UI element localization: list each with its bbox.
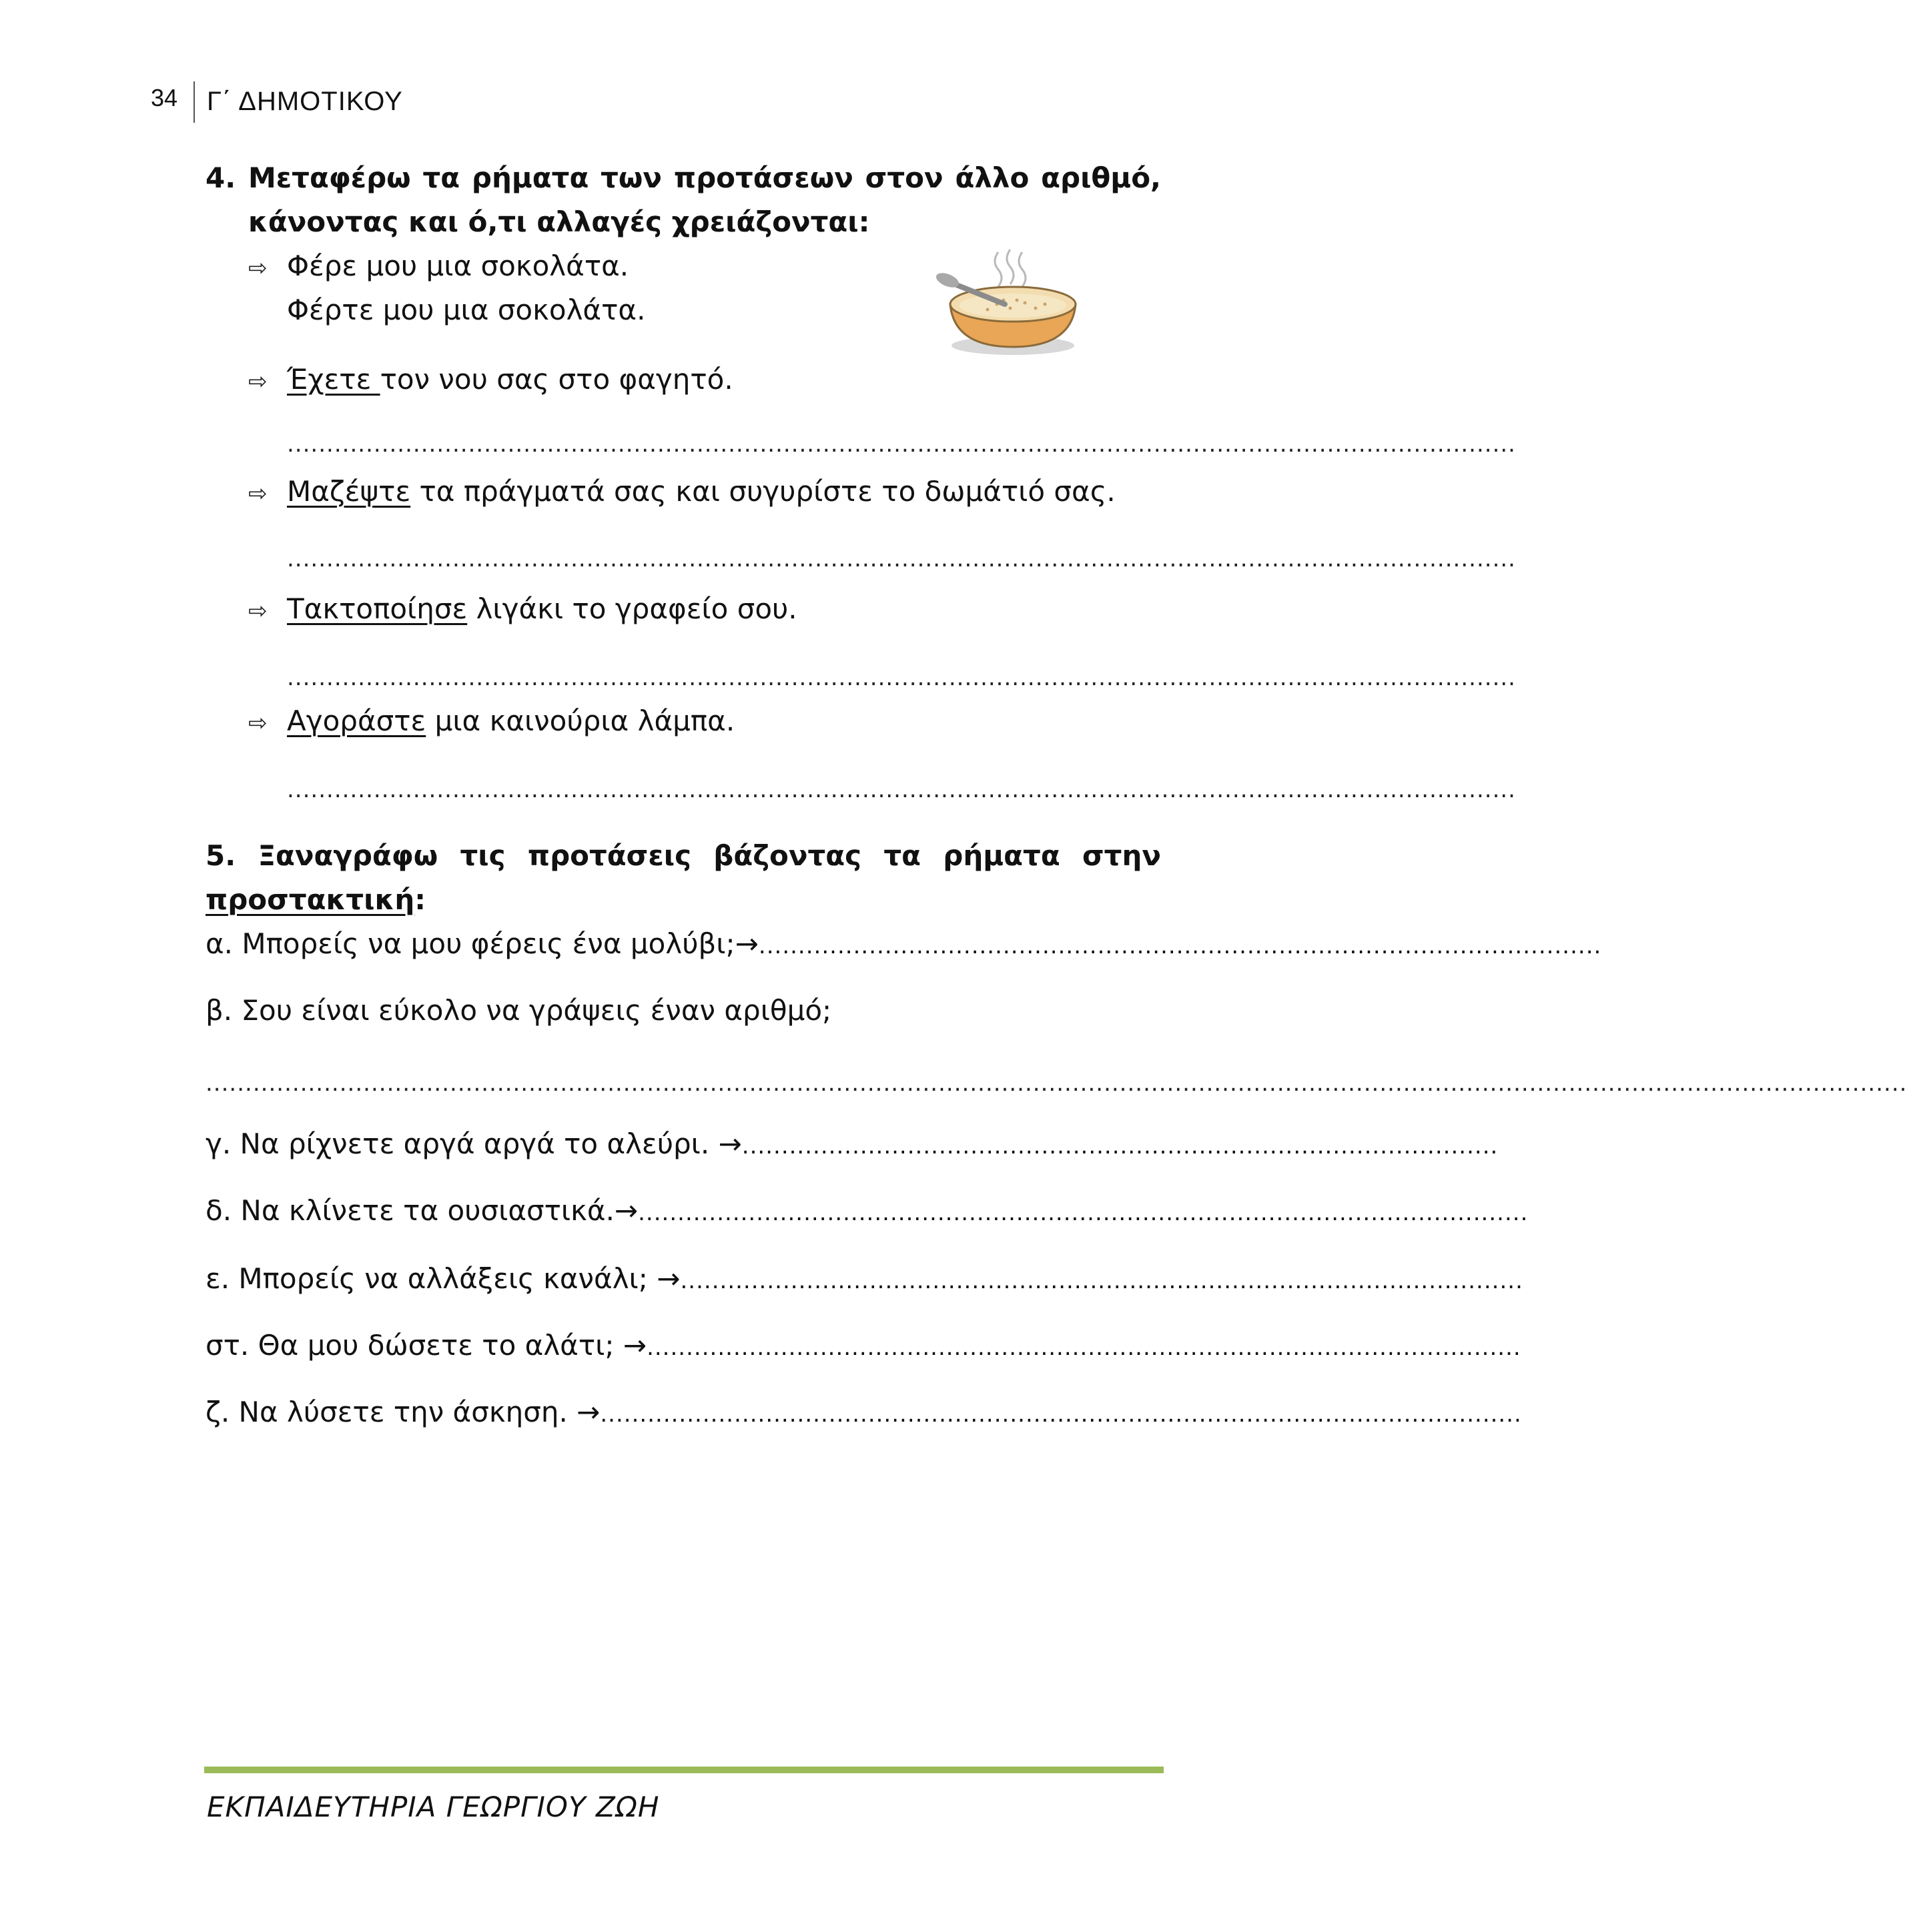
arrow-right-icon: → — [614, 1194, 639, 1227]
arrow-right-icon: → — [577, 1396, 601, 1428]
exercise-4-item-2 — [287, 475, 1116, 508]
item-rest: λιγάκι το γραφείο σου. — [467, 592, 797, 625]
arrow-right-icon: ⇨ — [248, 598, 268, 624]
exercise-4-instruction-line-2: κάνοντας και ό,τι αλλαγές χρειάζονται: — [248, 205, 870, 238]
answer-line[interactable]: ........................................................................................................... — [680, 1268, 1523, 1294]
footer-rule — [204, 1767, 1164, 1773]
arrow-right-icon: → — [657, 1262, 681, 1295]
header-title: Γ΄ ΔΗΜΟΤΙΚΟΥ — [207, 87, 403, 116]
item-verb: Μαζέψτε — [287, 475, 411, 508]
question-label: δ. Να κλίνετε τα ουσιαστικά. — [206, 1194, 615, 1227]
arrow-right-icon: ⇨ — [248, 255, 268, 282]
item-rest: τον νου σας στο φαγητό. — [380, 363, 733, 396]
question-label: ε. Μπορείς να αλλάξεις κανάλι; — [206, 1262, 657, 1295]
exercise-4-item-3 — [287, 592, 797, 625]
arrow-right-icon: ⇨ — [248, 710, 268, 737]
item-verb: Τακτοποίησε — [287, 592, 468, 625]
answer-line[interactable]: ................................................................................................ — [741, 1133, 1499, 1159]
answer-line[interactable]: ........................................................................................................................................................................................................................ — [206, 1070, 1907, 1097]
question-d — [206, 1194, 1529, 1227]
answer-line[interactable]: ............................................................................................................... — [647, 1334, 1521, 1361]
question-b — [206, 994, 831, 1027]
question-label: στ. Θα μου δώσετε το αλάτι; — [206, 1329, 623, 1362]
exercise-4-item-1 — [287, 363, 733, 396]
answer-line[interactable]: ................................................................................................................. — [638, 1199, 1529, 1226]
item-verb: Αγοράστε — [287, 704, 426, 737]
exercise-4-number: 4. — [206, 161, 236, 194]
answer-line[interactable]: ............................................................................................................................................................ — [287, 431, 1516, 458]
exercise-4-item-4 — [287, 704, 735, 737]
question-c — [206, 1127, 1499, 1160]
question-label: α. Μπορείς να μου φέρεις ένα μολύβι; — [206, 927, 735, 960]
item-rest: τα πράγματά σας και συγυρίστε το δωμάτιό σας. — [410, 475, 1116, 508]
soup-bowl-icon — [931, 247, 1092, 360]
footer-text: ΕΚΠΑΙΔΕΥΤΗΡΙΑ ΓΕΩΡΓΙΟΥ ΖΩΗ — [207, 1791, 660, 1823]
exercise-4-instruction-line-1: Μεταφέρω τα ρήματα των προτάσεων στον άλλο αριθμό, — [248, 161, 1161, 194]
answer-line[interactable]: ............................................................................................................................................................ — [287, 664, 1516, 691]
arrow-right-icon: → — [735, 927, 759, 960]
arrow-right-icon: ⇨ — [248, 368, 268, 395]
question-label: γ. Να ρίχνετε αργά αργά το αλεύρι. — [206, 1127, 719, 1160]
colon: : — [414, 883, 426, 916]
answer-line[interactable]: ........................................................................................................... — [758, 933, 1602, 959]
answer-line[interactable]: ............................................................................................................................................................ — [287, 777, 1516, 803]
exercise-5-instruction-line-1: 5. Ξαναγράφω τις προτάσεις βάζοντας τα ρήματα στην — [206, 839, 1161, 872]
question-st — [206, 1329, 1521, 1362]
underlined-word: προστακτική — [206, 883, 415, 916]
example-sentence: Φέρε μου μια σοκολάτα. — [287, 250, 629, 282]
item-rest: μια καινούρια λάμπα. — [426, 704, 735, 737]
exercise-5-instruction-line-2 — [206, 883, 426, 916]
arrow-right-icon: → — [623, 1329, 647, 1362]
example-answer: Φέρτε μου μια σοκολάτα. — [287, 294, 646, 326]
answer-line[interactable]: ............................................................................................................................................................ — [287, 546, 1516, 572]
question-z — [206, 1396, 1522, 1428]
item-verb: Έχετε — [287, 363, 380, 396]
page-number: 34 — [151, 84, 178, 111]
question-e — [206, 1262, 1523, 1295]
arrow-right-icon: ⇨ — [248, 480, 268, 507]
question-label: ζ. Να λύσετε την άσκηση. — [206, 1396, 577, 1428]
question-a — [206, 927, 1602, 960]
arrow-right-icon: → — [718, 1127, 742, 1160]
answer-line[interactable]: ..................................................................................................................... — [600, 1401, 1522, 1428]
question-label: β. Σου είναι εύκολο να γράψεις έναν αριθμό; — [206, 994, 832, 1027]
header-divider — [194, 81, 195, 123]
